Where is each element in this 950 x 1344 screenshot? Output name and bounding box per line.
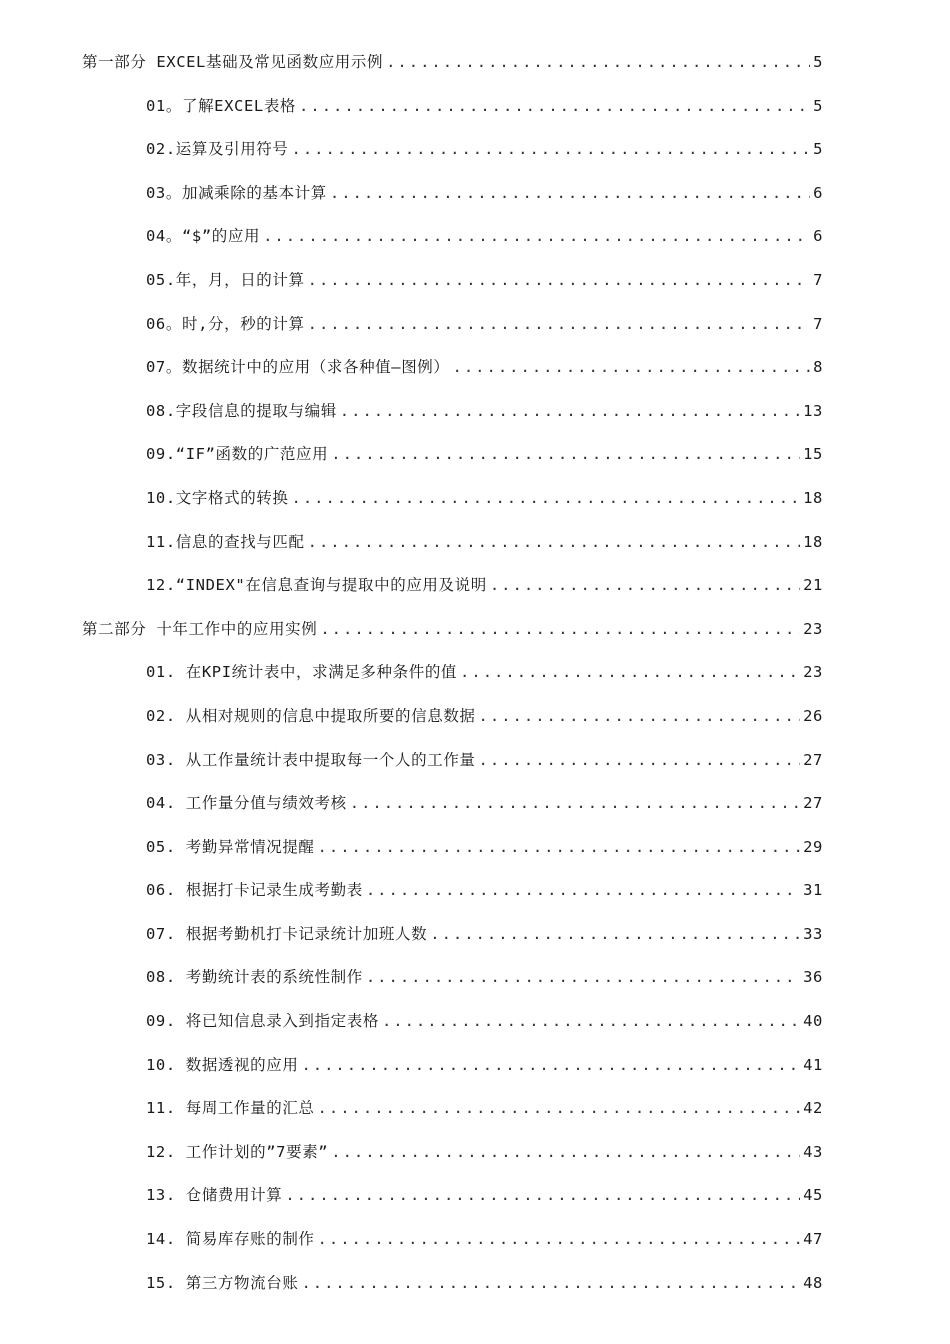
toc-section-entry[interactable] [0,1090,950,1134]
toc-page-number: 5 [813,53,823,71]
toc-entry-title: 13. 仓储费用计算 [146,1186,283,1205]
toc-entry-title: 06。时,分，秒的计算 [146,314,305,333]
toc-section-entry[interactable] [0,742,950,786]
toc-dot-leader [318,1221,801,1257]
toc-dot-leader [366,872,800,908]
toc-entry-title: 12. 工作计划的”7要素” [146,1142,329,1161]
table-of-contents [0,44,950,1308]
toc-dot-leader [301,1047,800,1083]
toc-page-number: 47 [803,1230,823,1249]
toc-section-entry[interactable] [0,88,950,132]
toc-section-entry[interactable] [0,218,950,262]
toc-entry-title: 07。数据统计中的应用（求各种值—图例） [146,358,450,377]
toc-page-number: 41 [803,1055,823,1074]
toc-section-entry[interactable] [0,698,950,742]
toc-dot-leader [308,306,810,342]
toc-dot-leader [453,349,811,385]
toc-page-number: 6 [813,183,823,202]
toc-entry-title: 03。加减乘除的基本计算 [146,183,327,202]
toc-part-entry[interactable] [0,44,950,88]
toc-dot-leader [479,698,801,734]
toc-page-number: 23 [803,663,823,682]
toc-section-entry[interactable] [0,567,950,611]
toc-dot-leader [490,567,800,603]
toc-page-number: 7 [813,314,823,333]
toc-entry-title: 11. 每周工作量的汇总 [146,1099,315,1118]
toc-dot-leader [350,785,800,821]
toc-section-entry[interactable] [0,1003,950,1047]
toc-dot-leader [386,44,810,80]
toc-section-entry[interactable] [0,436,950,480]
toc-dot-leader [331,1134,800,1170]
toc-section-entry[interactable] [0,393,950,437]
toc-entry-title: 01。了解EXCEL表格 [146,96,297,115]
toc-page-number: 21 [803,576,823,595]
toc-entry-title: 第一部分 EXCEL基础及常见函数应用示例 [82,53,384,71]
toc-entry-title: 07. 根据考勤机打卡记录统计加班人数 [146,924,428,943]
toc-dot-leader [366,959,800,995]
toc-section-entry[interactable] [0,524,950,568]
toc-entry-title: 11.信息的查找与匹配 [146,532,305,551]
toc-dot-leader [292,480,801,516]
toc-dot-leader [340,393,800,429]
toc-dot-leader [308,524,801,560]
toc-page-number: 5 [813,96,823,115]
toc-page-number: 29 [803,837,823,856]
toc-page-number: 6 [813,227,823,246]
toc-section-entry[interactable] [0,480,950,524]
toc-entry-title: 02. 从相对规则的信息中提取所要的信息数据 [146,706,476,725]
toc-page-number: 36 [803,968,823,987]
toc-page-number: 42 [803,1099,823,1118]
toc-dot-leader [308,262,810,298]
toc-entry-title: 12.“INDEX"在信息查询与提取中的应用及说明 [146,576,487,595]
toc-section-entry[interactable] [0,872,950,916]
toc-section-entry[interactable] [0,1134,950,1178]
toc-entry-title: 09.“IF”函数的广范应用 [146,445,329,464]
toc-dot-leader [285,1177,800,1213]
toc-section-entry[interactable] [0,131,950,175]
toc-page-number: 31 [803,881,823,900]
toc-dot-leader [318,1090,801,1126]
toc-entry-title: 05. 考勤异常情况提醒 [146,837,315,856]
toc-dot-leader [292,131,811,167]
toc-entry-title: 14. 简易库存账的制作 [146,1230,315,1249]
toc-section-entry[interactable] [0,1047,950,1091]
toc-page-number: 18 [803,488,823,507]
toc-page-number: 27 [803,794,823,813]
toc-page-number: 7 [813,270,823,289]
toc-page-number: 13 [803,401,823,420]
toc-page-number: 5 [813,140,823,159]
toc-entry-title: 02.运算及引用符号 [146,140,289,159]
toc-entry-title: 08.字段信息的提取与编辑 [146,401,337,420]
toc-dot-leader [301,1265,800,1301]
toc-entry-title: 01. 在KPI统计表中，求满足多种条件的值 [146,663,458,682]
toc-entry-title: 08. 考勤统计表的系统性制作 [146,968,363,987]
toc-dot-leader [331,436,800,472]
toc-dot-leader [320,611,800,647]
toc-part-entry[interactable] [0,611,950,655]
toc-page-number: 45 [803,1186,823,1205]
toc-page-number: 27 [803,750,823,769]
toc-section-entry[interactable] [0,262,950,306]
toc-entry-title: 10. 数据透视的应用 [146,1055,299,1074]
toc-entry-title: 15. 第三方物流台账 [146,1273,299,1292]
toc-section-entry[interactable] [0,916,950,960]
toc-entry-title: 06. 根据打卡记录生成考勤表 [146,881,363,900]
toc-page-number: 33 [803,924,823,943]
toc-entry-title: 09. 将已知信息录入到指定表格 [146,1012,379,1031]
toc-section-entry[interactable] [0,306,950,350]
toc-page-number: 43 [803,1142,823,1161]
toc-section-entry[interactable] [0,1265,950,1309]
toc-dot-leader [382,1003,800,1039]
toc-section-entry[interactable] [0,785,950,829]
toc-entry-title: 03. 从工作量统计表中提取每一个人的工作量 [146,750,476,769]
toc-entry-title: 04. 工作量分值与绩效考核 [146,794,347,813]
toc-page-number: 40 [803,1012,823,1031]
toc-dot-leader [299,88,810,124]
toc-page-number: 23 [803,619,823,638]
toc-page-number: 48 [803,1273,823,1292]
toc-dot-leader [479,742,801,778]
toc-section-entry[interactable] [0,1221,950,1265]
toc-dot-leader [430,916,800,952]
toc-entry-title: 第二部分 十年工作中的应用实例 [82,619,318,638]
toc-page-number: 26 [803,706,823,725]
toc-section-entry[interactable] [0,349,950,393]
toc-section-entry[interactable] [0,654,950,698]
toc-entry-title: 10.文字格式的转换 [146,488,289,507]
toc-dot-leader [460,654,800,690]
toc-section-entry[interactable] [0,175,950,219]
toc-page-number: 8 [813,358,823,377]
toc-dot-leader [263,218,810,254]
toc-page-number: 15 [803,445,823,464]
toc-entry-title: 04。“$”的应用 [146,227,261,246]
toc-section-entry[interactable] [0,959,950,1003]
toc-dot-leader [318,829,801,865]
toc-section-entry[interactable] [0,1177,950,1221]
toc-dot-leader [330,175,810,211]
toc-entry-title: 05.年，月，日的计算 [146,270,305,289]
toc-section-entry[interactable] [0,829,950,873]
toc-page-number: 18 [803,532,823,551]
